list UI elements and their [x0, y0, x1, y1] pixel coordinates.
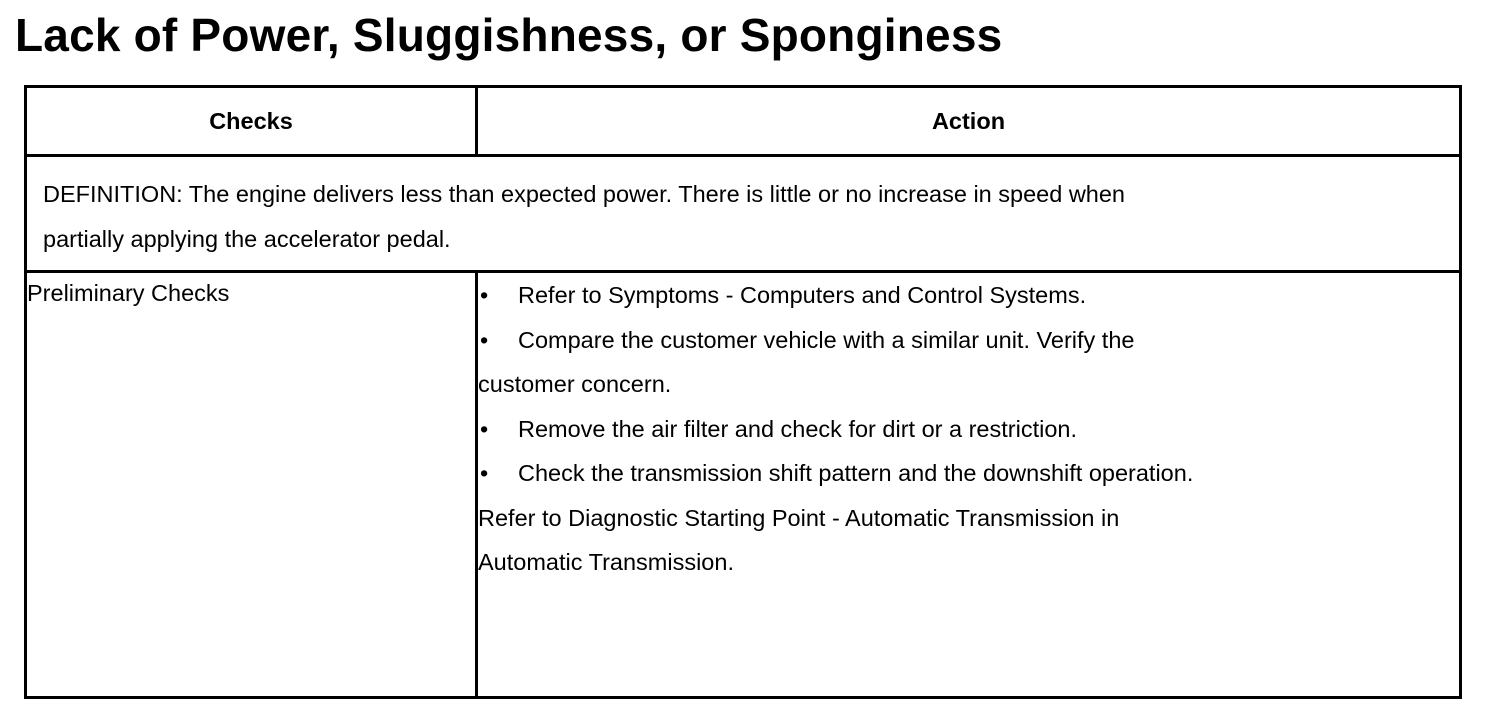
- action-text: Refer to Diagnostic Starting Point - Automatic Transmission in: [478, 504, 1120, 531]
- action-cell: [477, 272, 1461, 698]
- table-row: [26, 272, 1461, 698]
- page-title: Lack of Power, Sluggishness, or Sponginess: [15, 9, 1003, 61]
- action-line: [478, 362, 1459, 407]
- checks-column-header: Checks: [26, 87, 477, 156]
- action-line: [478, 407, 1459, 452]
- table-header-row: [26, 87, 1461, 156]
- bullet-icon: •: [480, 326, 489, 353]
- action-line: [478, 318, 1459, 363]
- action-text: Automatic Transmission.: [478, 549, 734, 575]
- bullet-icon: •: [480, 415, 489, 442]
- action-line: [478, 496, 1459, 541]
- bullet-icon: •: [480, 282, 489, 308]
- action-text: Check the transmission shift pattern and the downshift operation.: [518, 460, 1194, 486]
- action-line: [478, 273, 1459, 318]
- definition-line-1: DEFINITION: The engine delivers less than expected power. There is little or no increase in speed when: [43, 181, 1125, 207]
- definition-row: [26, 156, 1461, 272]
- definition-cell: [26, 156, 1461, 272]
- action-text: customer concern.: [478, 371, 672, 397]
- diagnostic-table: [24, 85, 1462, 699]
- action-line: [478, 451, 1459, 496]
- check-label: Preliminary Checks: [27, 280, 230, 306]
- action-column-header: Action: [477, 87, 1461, 156]
- action-text: Refer to Symptoms - Computers and Control Systems.: [518, 282, 1087, 308]
- action-line: [478, 540, 1459, 585]
- definition-line-2: partially applying the accelerator pedal.: [43, 226, 451, 252]
- check-cell: [26, 272, 477, 698]
- bullet-icon: •: [480, 460, 489, 486]
- action-text: Remove the air filter and check for dirt or a restriction.: [518, 415, 1077, 442]
- action-text: Compare the customer vehicle with a similar unit. Verify the: [518, 326, 1135, 353]
